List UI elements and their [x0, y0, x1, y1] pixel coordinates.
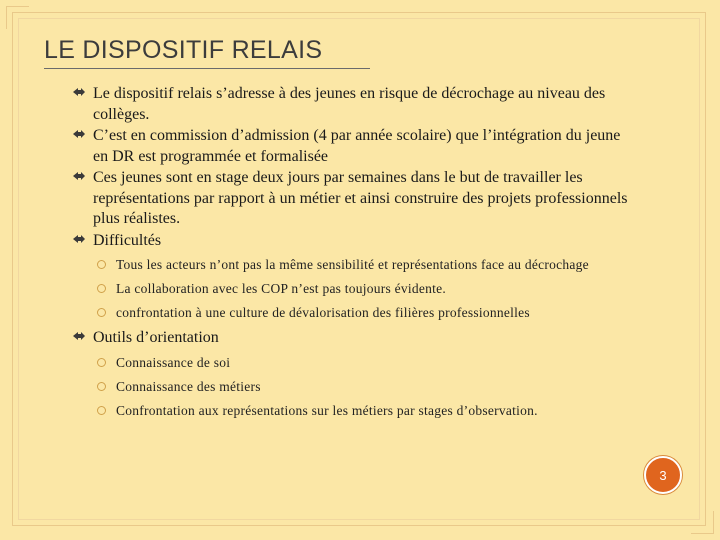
bullet-text: Ces jeunes sont en stage deux jours par semaines dans le but de travailler les représentations par rapport à un métier et ainsi construire des projets professionnels plus réalistes.: [93, 169, 628, 227]
sub-bullet-item: [94, 354, 632, 372]
ring-bullet-icon: [97, 284, 106, 293]
frame-corner-top-left: [6, 6, 29, 29]
bullet-item: [72, 126, 632, 167]
ring-bullet-icon: [97, 358, 106, 367]
slide-title: LE DISPOSITIF RELAIS: [44, 36, 323, 64]
sub-bullet-text: Connaissance de soi: [116, 354, 231, 370]
sub-bullet-text: Confrontation aux représentations sur les métiers par stages d’observation.: [116, 402, 538, 418]
sub-bullet-item: [94, 256, 632, 274]
double-arrow-bullet-icon: [72, 126, 88, 147]
ring-bullet-icon: [97, 260, 106, 269]
ring-bullet-icon: [97, 308, 106, 317]
difficultes-sublist: [94, 256, 632, 322]
bullet-item: [72, 84, 632, 125]
slide-content: [72, 84, 632, 426]
frame-corner-bottom-right: [691, 511, 714, 534]
sub-bullet-item: [94, 378, 632, 396]
sub-bullet-item: [94, 304, 632, 322]
ring-bullet-icon: [97, 406, 106, 415]
bullet-item: [72, 328, 632, 349]
bullet-text: Le dispositif relais s’adresse à des jeunes en risque de décrochage au niveau des collèges.: [93, 85, 606, 123]
double-arrow-bullet-icon: [72, 231, 88, 252]
sub-bullet-text: La collaboration avec les COP n’est pas toujours évidente.: [116, 281, 447, 296]
bullet-text: Difficultés: [93, 231, 162, 249]
double-arrow-bullet-icon: [72, 328, 88, 349]
bullet-text: Outils d’orientation: [93, 329, 219, 346]
sub-bullet-text: Connaissance des métiers: [116, 378, 261, 394]
bullet-item: [72, 168, 632, 230]
sub-bullet-text: confrontation à une culture de dévalorisation des filières professionnelles: [116, 305, 530, 320]
title-underline: [44, 68, 370, 69]
outils-sublist: [94, 354, 632, 420]
bullet-item: [72, 231, 632, 252]
double-arrow-bullet-icon: [72, 84, 88, 105]
ring-bullet-icon: [97, 382, 106, 391]
sub-bullet-item: [94, 280, 632, 298]
double-arrow-bullet-icon: [72, 168, 88, 189]
page-number-badge: 3: [644, 456, 682, 494]
bullet-text: C’est en commission d’admission (4 par année scolaire) que l’intégration du jeune en DR est programmée et formalisée: [93, 127, 621, 165]
sub-bullet-item: [94, 402, 632, 420]
sub-bullet-text: Tous les acteurs n’ont pas la même sensibilité et représentations face au décrochage: [116, 257, 589, 272]
